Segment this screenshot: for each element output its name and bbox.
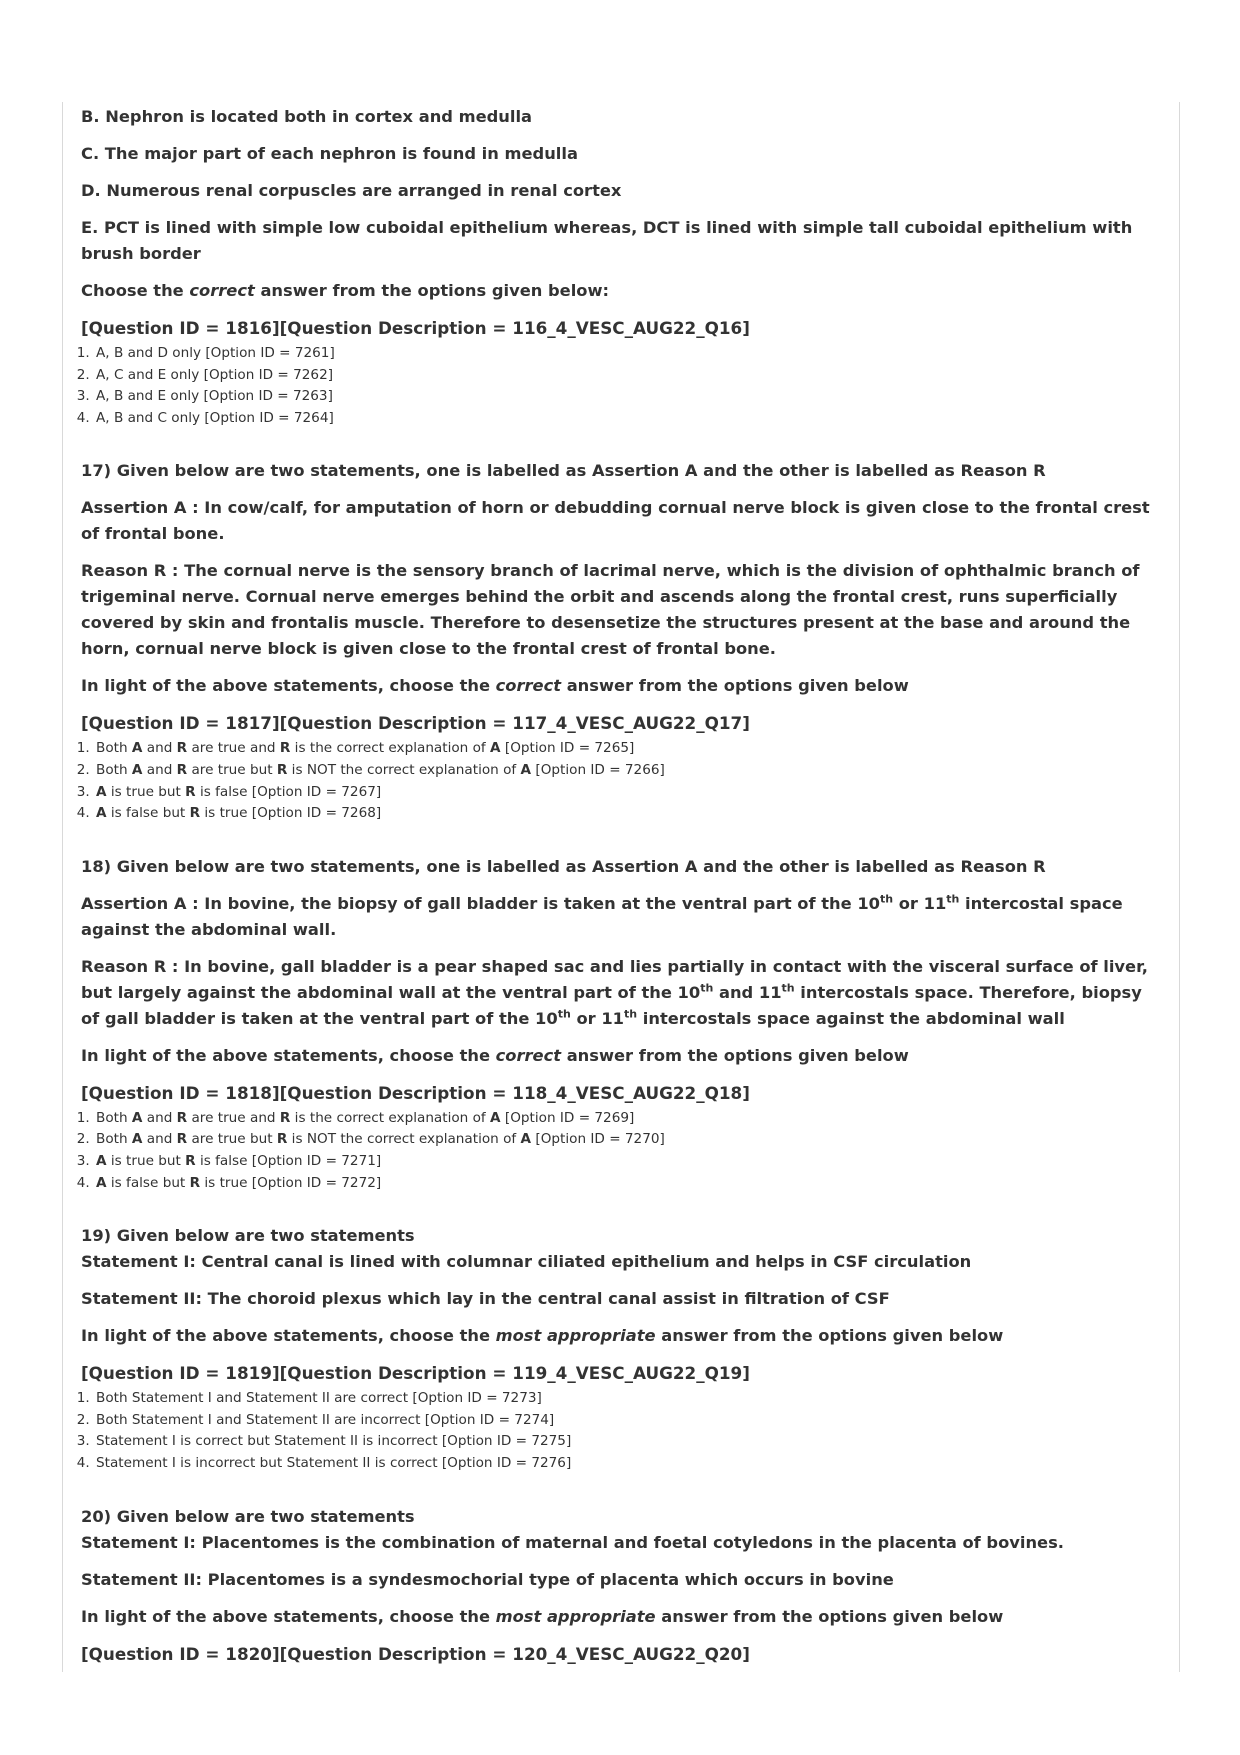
question-17 xyxy=(81,458,1161,824)
option-3[interactable]: 3. Statement I is correct but Statement II is incorrect [Option ID = 7275] xyxy=(94,1431,1161,1453)
choose-instruction: Choose the correct answer from the options given below: xyxy=(81,281,610,300)
question-heading: 17) Given below are two statements, one is labelled as Assertion A and the other is labelled as Reason R xyxy=(81,461,1046,481)
light-instruction: In light of the above statements, choose the most appropriate answer from the options given below xyxy=(81,1326,1004,1346)
question-id: [Question ID = 1816][Question Description = 116_4_VESC_AUG22_Q16] xyxy=(81,318,750,338)
question-heading: 20) Given below are two statements xyxy=(81,1506,415,1526)
options-list xyxy=(72,1108,1161,1194)
question-id: [Question ID = 1817][Question Description = 117_4_VESC_AUG22_Q17] xyxy=(81,713,750,734)
options-list xyxy=(72,343,1161,429)
statement-2: Statement II: The choroid plexus which lay in the central canal assist in filtration of CSF xyxy=(81,1289,890,1309)
options-list xyxy=(72,738,1161,824)
question-16 xyxy=(81,104,1161,429)
statement-d: D. Numerous renal corpuscles are arranged in renal cortex xyxy=(81,181,622,200)
option-3[interactable]: 3. A is true but R is false [Option ID = 7271] xyxy=(94,1151,1161,1173)
option-2[interactable]: 2. Both A and R are true but R is NOT the correct explanation of A [Option ID = 7266] xyxy=(94,760,1161,782)
light-instruction: In light of the above statements, choose the correct answer from the options given below xyxy=(81,1045,909,1065)
statement-c: C. The major part of each nephron is found in medulla xyxy=(81,144,578,163)
option-4[interactable]: 4. A, B and C only [Option ID = 7264] xyxy=(94,408,1161,430)
reason: Reason R : In bovine, gall bladder is a pear shaped sac and lies partially in contact with the visceral surface of liver, but largely against the abdominal wall at the ventral part of the 10th and 11th intercostals space. Therefore, biopsy of gall bladder is taken at the ventral part of the 10th or 11th intercostals space against the abdominal wall xyxy=(81,956,1148,1028)
question-id: [Question ID = 1819][Question Description = 119_4_VESC_AUG22_Q19] xyxy=(81,1363,750,1384)
option-1[interactable]: 1. A, B and D only [Option ID = 7261] xyxy=(94,343,1161,365)
option-3[interactable]: 3. A, B and E only [Option ID = 7263] xyxy=(94,386,1161,408)
assertion: Assertion A : In bovine, the biopsy of gall bladder is taken at the ventral part of the 10th or 11th intercostal space against the abdominal wall. xyxy=(81,892,1123,939)
reason: Reason R : The cornual nerve is the sensory branch of lacrimal nerve, which is the division of ophthalmic branch of trigeminal nerve. Cornual nerve emerges behind the orbit and ascends along the frontal crest, runs superficially covered by skin and frontalis muscle. Therefore to desensetize the structures present at the base and around the horn, cornual nerve block is given close to the frontal crest of frontal bone. xyxy=(81,561,1140,659)
question-heading: 18) Given below are two statements, one is labelled as Assertion A and the other is labelled as Reason R xyxy=(81,856,1046,876)
option-4[interactable]: 4. A is false but R is true [Option ID = 7268] xyxy=(94,803,1161,825)
question-19 xyxy=(81,1223,1161,1474)
option-3[interactable]: 3. A is true but R is false [Option ID = 7267] xyxy=(94,782,1161,804)
statement-e: E. PCT is lined with simple low cuboidal epithelium whereas, DCT is lined with simple tall cuboidal epithelium with brush border xyxy=(81,218,1133,263)
option-1[interactable]: 1. Both Statement I and Statement II are correct [Option ID = 7273] xyxy=(94,1388,1161,1410)
statement-b: B. Nephron is located both in cortex and medulla xyxy=(81,107,533,126)
options-list xyxy=(72,1388,1161,1474)
statement-1: Statement I: Placentomes is the combination of maternal and foetal cotyledons in the placenta of bovines. xyxy=(81,1532,1064,1552)
option-2[interactable]: 2. Both A and R are true but R is NOT the correct explanation of A [Option ID = 7270] xyxy=(94,1129,1161,1151)
option-2[interactable]: 2. Both Statement I and Statement II are incorrect [Option ID = 7274] xyxy=(94,1410,1161,1432)
option-4[interactable]: 4. Statement I is incorrect but Statement II is correct [Option ID = 7276] xyxy=(94,1453,1161,1475)
option-2[interactable]: 2. A, C and E only [Option ID = 7262] xyxy=(94,365,1161,387)
option-4[interactable]: 4. A is false but R is true [Option ID = 7272] xyxy=(94,1173,1161,1195)
light-instruction: In light of the above statements, choose the correct answer from the options given below xyxy=(81,676,909,696)
option-1[interactable]: 1. Both A and R are true and R is the correct explanation of A [Option ID = 7265] xyxy=(94,738,1161,760)
question-18 xyxy=(81,854,1161,1194)
assertion: Assertion A : In cow/calf, for amputation of horn or debudding cornual nerve block is given close to the frontal crest of frontal bone. xyxy=(81,498,1150,544)
question-id: [Question ID = 1818][Question Description = 118_4_VESC_AUG22_Q18] xyxy=(81,1082,750,1103)
question-heading: 19) Given below are two statements xyxy=(81,1226,415,1246)
option-1[interactable]: 1. Both A and R are true and R is the correct explanation of A [Option ID = 7269] xyxy=(94,1108,1161,1130)
document-body xyxy=(81,104,1161,1669)
question-id: [Question ID = 1820][Question Description = 120_4_VESC_AUG22_Q20] xyxy=(81,1643,750,1664)
light-instruction: In light of the above statements, choose the most appropriate answer from the options given below xyxy=(81,1606,1004,1626)
statement-2: Statement II: Placentomes is a syndesmochorial type of placenta which occurs in bovine xyxy=(81,1569,894,1589)
question-20 xyxy=(81,1504,1161,1667)
statement-1: Statement I: Central canal is lined with columnar ciliated epithelium and helps in CSF circulation xyxy=(81,1252,972,1272)
